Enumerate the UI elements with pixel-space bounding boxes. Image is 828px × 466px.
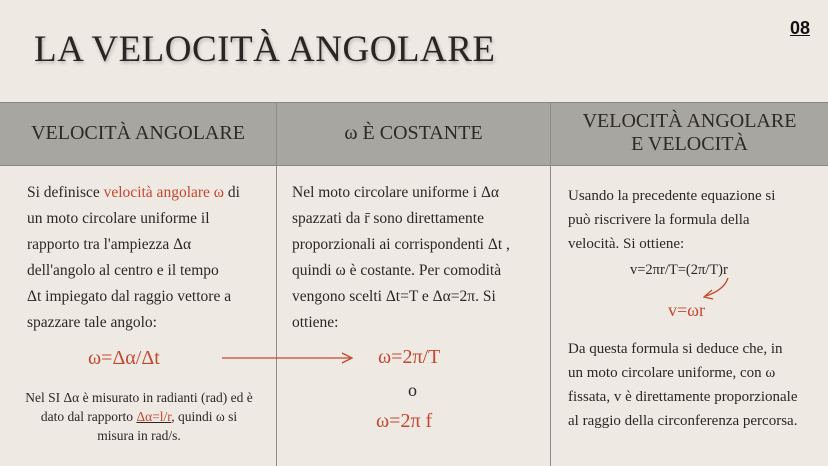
unit-note xyxy=(6,388,272,445)
velocity-equation: v=2πr/T=(2π/T)r xyxy=(630,262,728,278)
text-line: al raggio della circonferenza percorsa. xyxy=(568,413,798,429)
text-line: un moto circolare uniforme il xyxy=(27,210,210,227)
text-line: spazzare tale angolo: xyxy=(27,314,157,331)
column-header-velocita-angolare xyxy=(0,102,276,164)
column-header-omega-costante xyxy=(277,102,550,164)
conclusion-paragraph xyxy=(568,337,826,433)
text-line: rapporto tra l'ampiezza Δα xyxy=(27,236,192,253)
text-line: Usando la precedente equazione si xyxy=(568,188,776,204)
underlined-formula: Δα=l/r xyxy=(136,409,172,424)
column-header-label: ω È COSTANTE xyxy=(344,121,483,144)
text-line: proporzionali ai corrispondenti Δt , xyxy=(292,236,510,253)
text-line: fissata, v è direttamente proporzionale xyxy=(568,389,798,405)
arrow-right-icon xyxy=(222,350,358,366)
page-title: LA VELOCITÀ ANGOLARE xyxy=(34,29,496,70)
text-line: Si definisce velocità angolare ω di xyxy=(27,184,240,201)
column-header-velocita xyxy=(551,102,828,164)
formula-linear-velocity: v=ωr xyxy=(668,300,705,320)
text-line: misura in rad/s. xyxy=(97,428,181,443)
or-separator: o xyxy=(408,380,417,400)
page-number: 08 xyxy=(789,18,810,38)
text-line: Da questa formula si deduce che, in xyxy=(568,341,783,357)
text-line: velocità. Si ottiene: xyxy=(568,236,685,252)
column-header-label-line2: E VELOCITÀ xyxy=(631,133,748,155)
formula-frequency: ω=2π f xyxy=(376,410,433,432)
text-line: quindi ω è costante. Per comodità xyxy=(292,262,502,279)
constant-paragraph xyxy=(292,180,547,336)
formula-angular-velocity: ω=Δα/Δt xyxy=(88,347,160,369)
text-line: un moto circolare uniforme, con ω xyxy=(568,365,776,381)
text-line: dato dal rapporto Δα=l/r, quindi ω si xyxy=(40,409,238,424)
column-header-label-line1: VELOCITÀ ANGOLARE xyxy=(582,110,797,132)
highlight-term: velocità angolare ω xyxy=(103,184,224,201)
text-line: dell'angolo al centro e il tempo xyxy=(27,262,219,279)
text-line: spazzati da r̄ sono direttamente xyxy=(292,210,484,227)
text-line: Δt impiegato dal raggio vettore a xyxy=(27,288,232,305)
text-line: vengono scelti Δt=T e Δα=2π. Si xyxy=(292,288,496,305)
text-line: Nel moto circolare uniforme i Δα xyxy=(292,184,500,201)
text-line: Nel SI Δα è misurato in radianti (rad) ed è xyxy=(25,390,253,405)
formula-period: ω=2π/T xyxy=(378,346,441,368)
definition-paragraph xyxy=(27,180,272,336)
column-header-label: VELOCITÀ ANGOLARE xyxy=(31,121,245,144)
text-line: ottiene: xyxy=(292,314,339,331)
curved-arrow-icon xyxy=(698,276,732,302)
velocity-paragraph xyxy=(568,184,823,256)
text-line: può riscrivere la formula della xyxy=(568,212,750,228)
